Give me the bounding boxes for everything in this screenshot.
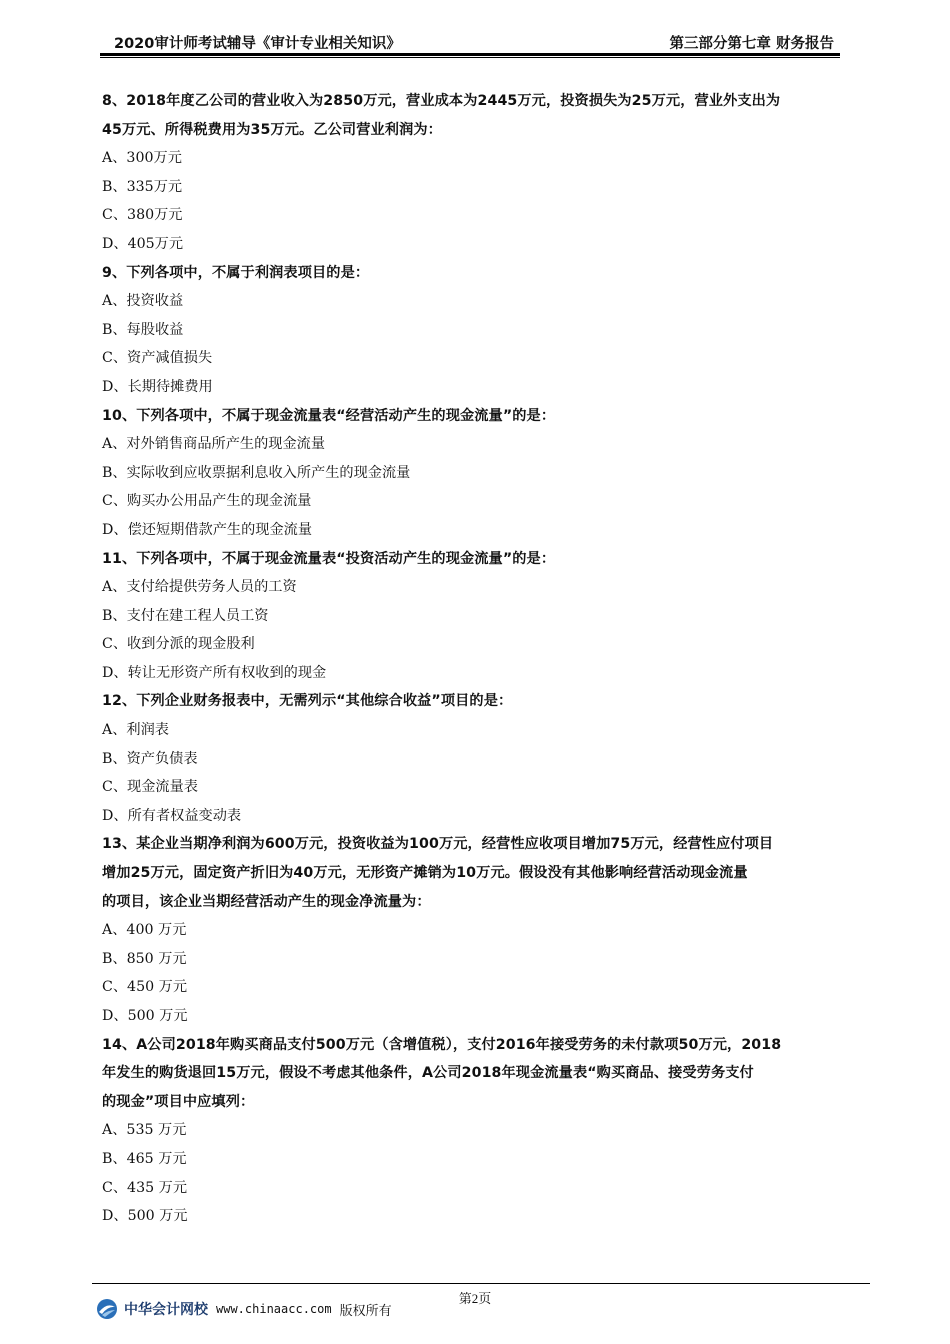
answer-option: C、380万元 — [102, 207, 183, 224]
answer-option: A、支付给提供劳务人员的工资 — [102, 579, 297, 596]
question-text: 年发生的购货退回15万元，假设不考虑其他条件，A公司2018年现金流量表“购买商品、接受劳务支付 — [102, 1065, 754, 1082]
answer-option: B、资产负债表 — [102, 750, 198, 767]
answer-option: B、850 万元 — [102, 950, 187, 967]
question-list — [102, 87, 852, 1231]
question-text: 9、下列各项中，不属于利润表项目的是： — [102, 264, 370, 281]
question-text: 11、下列各项中，不属于现金流量表“投资活动产生的现金流量”的是： — [102, 550, 556, 567]
answer-option: C、450 万元 — [102, 979, 188, 996]
header-rule-thin — [100, 57, 840, 58]
answer-option: C、购买办公用品产生的现金流量 — [102, 493, 312, 510]
answer-option: D、500 万元 — [102, 1008, 188, 1024]
question-text: 45万元、所得税费用为35万元。乙公司营业利润为： — [102, 121, 442, 138]
question-text: 的现金”项目中应填列： — [102, 1093, 255, 1110]
question-text: 8、2018年度乙公司的营业收入为2850万元，营业成本为2445万元，投资损失为25万元，营业外支出为 — [102, 93, 781, 109]
question-text: 14、A公司2018年购买商品支付500万元（含增值税），支付2016年接受劳务的未付款项50万元，2018 — [102, 1036, 782, 1053]
answer-option: A、300万元 — [102, 150, 182, 167]
brand-name: 中华会计网校 — [124, 1302, 208, 1318]
question-text: 的项目，该企业当期经营活动产生的现金净流量为： — [102, 893, 431, 910]
answer-option: D、偿还短期借款产生的现金流量 — [102, 521, 313, 538]
question-text: 10、下列各项中，不属于现金流量表“经营活动产生的现金流量”的是： — [102, 407, 556, 424]
answer-option: D、500 万元 — [102, 1208, 188, 1225]
copyright: 版权所有 — [339, 1303, 392, 1319]
answer-option: B、每股收益 — [102, 321, 184, 338]
header-rule-thick — [100, 53, 840, 56]
answer-option: A、利润表 — [102, 722, 169, 739]
page-number: 第2页 — [458, 1291, 492, 1306]
header-section: 第三部分第七章 财务报告 — [669, 36, 834, 52]
answer-option: A、535 万元 — [102, 1122, 187, 1139]
answer-option: C、收到分派的现金股利 — [102, 636, 255, 653]
question-text: 12、下列企业财务报表中，无需列示“其他综合收益”项目的是： — [102, 693, 513, 710]
answer-option: A、对外销售商品所产生的现金流量 — [102, 436, 326, 453]
site-url[interactable]: www.chinaacc.com — [216, 1302, 332, 1316]
answer-option: A、投资收益 — [102, 293, 184, 310]
answer-option: D、长期待摊费用 — [102, 378, 213, 395]
question-text: 13、某企业当期净利润为600万元，投资收益为100万元，经营性应收项目增加75万元，经营性应付项目 — [102, 836, 774, 853]
page-header — [100, 30, 840, 52]
answer-option: B、实际收到应收票据利息收入所产生的现金流量 — [102, 464, 411, 481]
answer-option: D、405万元 — [102, 235, 184, 252]
answer-option: C、现金流量表 — [102, 779, 198, 796]
header-title: 2020审计师考试辅导《审计专业相关知识》 — [114, 36, 401, 52]
chinaacc-logo-icon — [96, 1298, 118, 1320]
answer-option: D、转让无形资产所有权收到的现金 — [102, 664, 327, 681]
answer-option: B、335万元 — [102, 178, 183, 195]
answer-option: D、所有者权益变动表 — [102, 807, 242, 824]
page-footer — [96, 1296, 392, 1322]
answer-option: C、资产减值损失 — [102, 350, 213, 367]
answer-option: C、435 万元 — [102, 1179, 188, 1196]
answer-option: B、支付在建工程人员工资 — [102, 607, 269, 624]
footer-rule — [92, 1283, 870, 1284]
answer-option: B、465 万元 — [102, 1150, 187, 1167]
answer-option: A、400 万元 — [102, 922, 187, 939]
question-text: 增加25万元，固定资产折旧为40万元，无形资产摊销为10万元。假设没有其他影响经营活动现金流量 — [102, 865, 748, 882]
